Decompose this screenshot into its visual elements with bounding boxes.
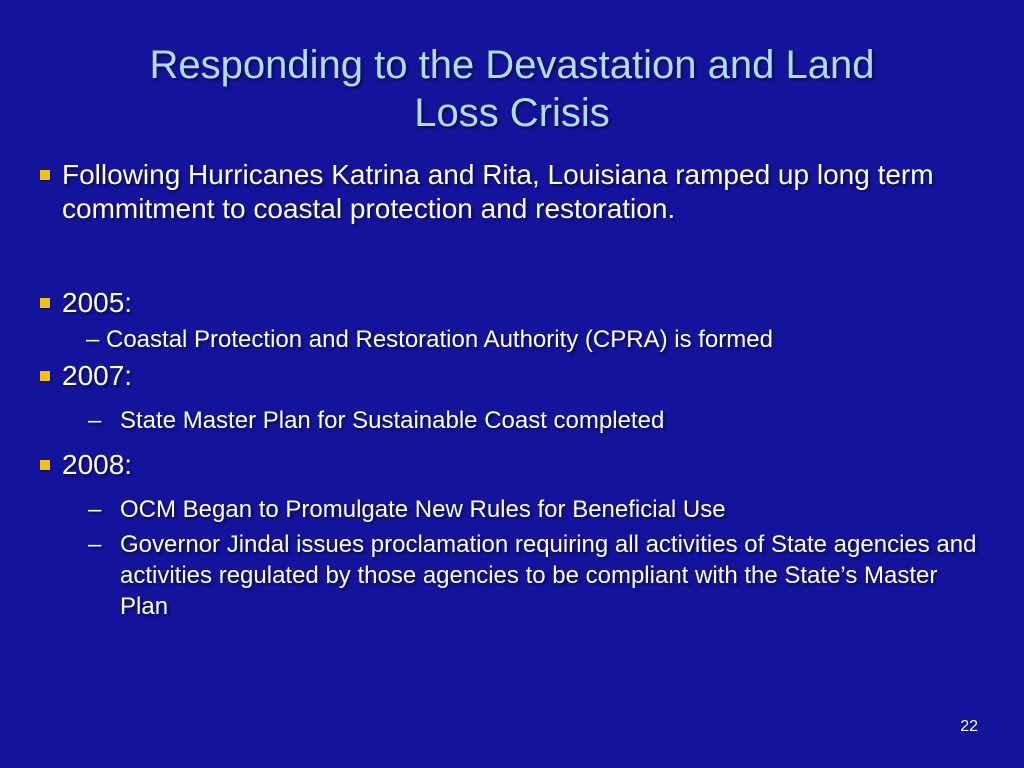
square-bullet-icon: [40, 460, 50, 470]
bullet-text: 2008:: [62, 449, 133, 480]
square-bullet-icon: [40, 170, 50, 180]
square-bullet-icon: [40, 371, 50, 381]
sub-bullet-master-plan: [34, 405, 994, 436]
sub-bullet-text: Governor Jindal issues proclamation requiring all activities of State agencies and activities regulated by those agencies to be compliant with the State’s Master Plan: [120, 531, 977, 620]
bullet-text: Following Hurricanes Katrina and Rita, Louisiana ramped up long term commitment to coastal protection and restoration.: [62, 159, 934, 224]
square-bullet-icon: [40, 298, 50, 308]
sub-bullet-text: Coastal Protection and Restoration Authority (CPRA) is formed: [106, 326, 773, 353]
dash-bullet-icon: –: [88, 496, 102, 523]
slide-title: [60, 41, 964, 137]
page-number: 22: [960, 718, 978, 735]
bullet-2007: [34, 359, 994, 393]
bullet-text: 2005:: [62, 287, 133, 318]
sub-bullet-text: OCM Began to Promulgate New Rules for Beneficial Use: [120, 496, 726, 523]
dash-bullet-icon: –: [86, 326, 100, 353]
dash-bullet-icon: –: [88, 407, 102, 434]
bullet-text: 2007:: [62, 360, 133, 391]
sub-bullet-ocm-rules: [34, 494, 994, 525]
slide-body: [34, 158, 994, 622]
dash-bullet-icon: –: [88, 531, 102, 558]
bullet-2005: [34, 286, 994, 320]
sub-bullet-cpra: [34, 324, 994, 355]
sub-bullet-proclamation: [34, 529, 990, 622]
slide-title-line-2: Loss Crisis: [414, 91, 610, 135]
bullet-2008: [34, 448, 994, 482]
slide-title-line-1: Responding to the Devastation and Land: [149, 43, 875, 87]
sub-bullet-text: State Master Plan for Sustainable Coast completed: [120, 407, 665, 434]
bullet-hurricanes: [34, 158, 994, 226]
